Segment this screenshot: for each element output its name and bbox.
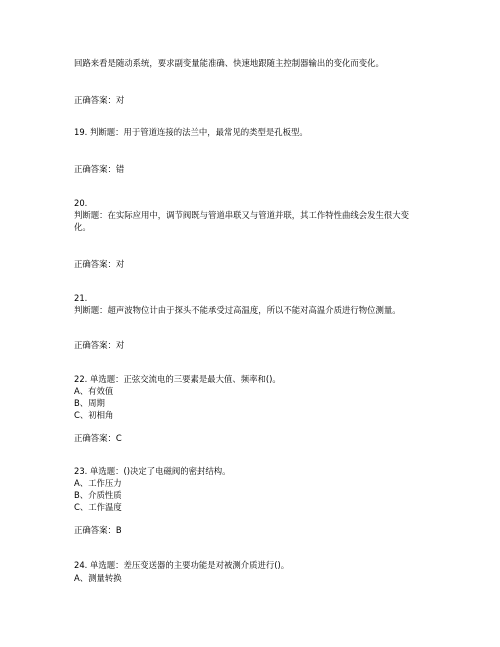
question-text: 24. 单选题：差压变送器的主要功能是对被测介质进行()。: [74, 560, 290, 570]
answer-line: 正确答案：C: [74, 433, 122, 443]
question-number: 21.: [74, 293, 88, 303]
option-b: B、介质性质: [74, 490, 122, 500]
question-text: 23. 单选题：()决定了电磁阀的密封结构。: [74, 466, 231, 476]
option-a: A、工作压力: [74, 478, 122, 488]
option-c: C、工作温度: [74, 502, 122, 512]
answer-line: 正确答案：对: [74, 259, 125, 269]
question-text: 判断题：超声波物位计由于探头不能承受过高温度，所以不能对高温介质进行物位测量。: [74, 305, 401, 315]
question-text: 回路来看是随动系统，要求副变量能准确、快速地跟随主控制器输出的变化而变化。: [74, 58, 384, 68]
option-a: A、测量转换: [74, 573, 122, 583]
question-text: 判断题：在实际应用中，调节阀既与管道串联又与管道并联，其工作特性曲线会发生很大变: [74, 210, 409, 220]
question-number: 20.: [74, 198, 88, 208]
answer-line: 正确答案：对: [74, 95, 125, 105]
answer-line: 正确答案：错: [74, 164, 125, 174]
question-text: 19. 判断题：用于管道连接的法兰中，最常见的类型是孔板型。: [74, 127, 308, 137]
answer-line: 正确答案：对: [74, 340, 125, 350]
option-a: A、有效值: [74, 386, 114, 396]
option-b: B、周期: [74, 398, 105, 408]
question-text: 化。: [74, 222, 91, 232]
question-text: 22. 单选题：正弦交流电的三要素是最大值、频率和()。: [74, 374, 281, 384]
answer-line: 正确答案：B: [74, 525, 122, 535]
option-c: C、初相角: [74, 410, 114, 420]
